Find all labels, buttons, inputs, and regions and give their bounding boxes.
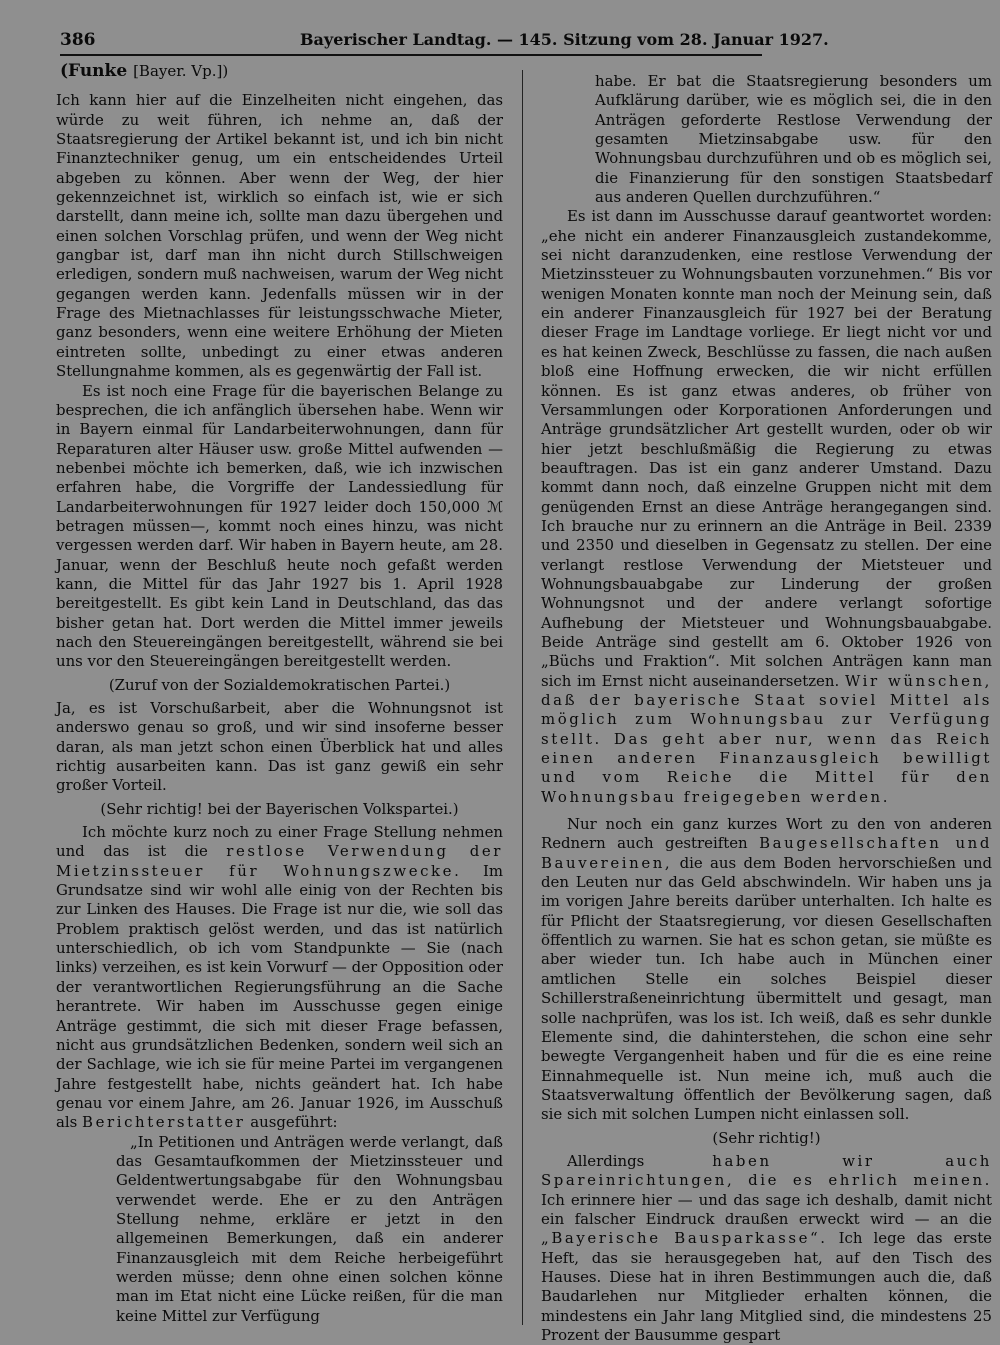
- speaker-label: [60, 62, 503, 81]
- text-run: Ich möchte kurz noch zu einer Frage Stellung nehmen und das ist die: [56, 823, 503, 861]
- text-run: Ich erinnere hier — und das sage ich deshalb, damit nicht ein falscher Eindruck draußen erweckt wird — an die: [541, 1190, 992, 1228]
- interjection: (Sehr richtig! bei der Bayerischen Volkspartei.): [100, 799, 459, 818]
- paragraph: Ja, es ist Vorschußarbeit, aber die Wohnungsnot ist anderswo genau so groß, und wir sind insoferne besser daran, als man jetzt schon einen Überblick hat und alles richtig ausarbeiten kann. Das ist ganz gewiß ein sehr großer Vorteil.: [56, 699, 503, 795]
- text-run: Ich lege das erste Heft, das sie herausgegeben hat, auf den Tisch des Hauses. Diese hat in ihren Bestimmungen auch die, daß Baudarlehen nur Mitglieder erhalten können, die mindestens ein Jahr lang Mitglied sind, die mindestens 25 Prozent der Bausumme gespart: [541, 1229, 992, 1344]
- spaced-emphasis: Wir wünschen, daß der bayerische Staat soviel Mittel als möglich zum Wohnungsbau zur Verfügung stellt. Das geht aber nur, wenn das Reich einen anderen Finanzausgleich bewilligt und vom Reiche die Mittel für den Wohnungsbau freigegeben werden.: [541, 671, 993, 806]
- paragraph: [541, 207, 992, 807]
- running-head-title: Bayerischer Landtag. — 145. Sitzung vom 28. Januar 1927.: [300, 30, 829, 49]
- text-run: Nur noch ein ganz kurzes Wort zu den von anderen Rednern auch gestreiften: [541, 815, 992, 853]
- interjection: (Sehr richtig!): [712, 1128, 821, 1147]
- paragraph: [56, 823, 503, 1133]
- speaker-name: (Funke: [60, 61, 128, 81]
- text-run: Es ist dann im Ausschusse darauf geantwortet worden: „ehe nicht ein anderer Finanzausgleich zustandekomme, sei nicht daranzudenken, eine restlose Verwendung der Mietzinssteuer zu Wohnungsbauten vorzunehmen.“ Bis vor wenigen Monaten konnte man noch der Meinung sein, daß ein anderer Finanzausgleich für 1927 bei der Beratung dieser Frage im Landtage vorliege. Er liegt nicht vor und es hat keinen Zweck, Beschlüsse zu fassen, die nach außen bloß eine Hoffnung erwecken, die wir nicht erfüllen können. Es ist ganz etwas anderes, ob früher von Versammlungen oder Korporationen Anforderungen und Anträge grundsätzlicher Art gestellt wurden, oder ob wir hier jetzt beschlußmäßig die Regierung zu etwas beauftragen. Das ist ein ganz anderer Umstand. Dazu kommt dann noch, daß einzelne Gruppen nicht mit dem genügenden Ernst an diese Anträge herangegangen sind. Ich brauche nur zu erinnern an die Anträge in Beil. 2339 und 2350 und dieselben in Gegensatz zu stellen. Der eine verlangt restlose Verwendung der Mietsteuer und Wohnungsbauabgabe zur Linderung der großen Wohnungsnot und der andere verlangt sofortige Aufhebung der Mietsteuer und Wohnungsbauabgabe. Beide Anträge sind gestellt am 6. Oktober 1926 von „Büchs und Fraktion“. Mit solchen Anträgen kann man sich im Ernst nicht auseinandersetzen.: [541, 207, 992, 690]
- spaced-emphasis: haben wir auch Spareinrichtungen, die es ehrlich meinen.: [541, 1151, 993, 1190]
- page-number: 386: [60, 30, 96, 50]
- text-run: Allerdings: [567, 1151, 645, 1170]
- speaker-party: [Bayer. Vp.]): [133, 62, 229, 80]
- interjection: (Zuruf von der Sozialdemokratischen Partei.): [108, 675, 451, 694]
- spaced-emphasis: „Bayerische Bausparkasse“.: [541, 1229, 828, 1248]
- paragraph: [541, 1152, 992, 1345]
- text-run: die aus dem Boden hervorschießen und den Leuten nur das Geld abschwindeln. Wir haben uns ja im vorigen Jahre bereits darüber unterhalten. Ich halte es für Pflicht der Staatsregierung, vor diesen Gesellschaften öffentlich zu warnen. Sie hat es schon getan, sie müßte es aber wieder tun. Ich habe auch in München einer amtlichen Stelle ein solches Beispiel dieser Schillerstraßeneinrichtung übermittelt und gesagt, man solle nachprüfen, was los ist. Ich weiß, daß es sehr dunkle Elemente sind, die dahinterstehen, die schon eine sehr bewegte Vergangenheit haben und für die es eine reine Einnahmequelle ist. Nun meine ich, muß auch die Staatsverwaltung öffentlich der Bevölkerung sagen, daß sie sich mit solchen Lumpen nicht einlassen soll.: [541, 853, 993, 1124]
- block-quote: „In Petitionen und Anträgen werde verlangt, daß das Gesamtaufkommen der Mietzinssteuer und Geldentwertungsabgabe für den Wohnungsbau verwendet werde. Ehe er zu den Anträgen Stellung nehme, erkläre er jetzt in den allgemeinen Bemerkungen, daß ein anderer Finanzausgleich mit dem Reiche herbeigeführt werden müsse; denn ohne einen solchen könne man im Etat nicht eine Lücke reißen, für die man keine Mittel zur Verfügung: [116, 1132, 503, 1325]
- text-run: ausgeführt:: [250, 1113, 338, 1132]
- column-divider: [522, 70, 523, 1325]
- spaced-emphasis: Baugesellschaften und Bauvereinen,: [541, 834, 992, 872]
- paragraph: [541, 815, 992, 1125]
- paragraph: Ich kann hier auf die Einzelheiten nicht eingehen, das würde zu weit führen, ich nehme an, daß der Staatsregierung der Artikel bekannt ist, und ich bin nicht Finanztechniker genug, um ein entscheidendes Urteil abgeben zu können. Aber wenn der Weg, der hier gekennzeichnet ist, wirklich so einfach ist, wie er sich darstellt, dann meine ich, sollte man dazu übergehen und einen solchen Vorschlag prüfen, und wenn der Weg nicht gangbar ist, darf man ihn nicht durch Stillschweigen erledigen, sondern muß nachweisen, warum der Weg nicht gegangen werden kann. Jedenfalls müssen wir in der Frage des Mietnachlasses für leistungsschwache Mieter, ganz besonders, wenn eine weitere Erhöhung der Mieten eintreten sollte, unbedingt zu einer etwas anderen Stellungnahme kommen, als es gegenwärtig der Fall ist.: [56, 91, 503, 381]
- block-quote-continued: habe. Er bat die Staatsregierung besonders um Aufklärung darüber, wie es möglich sei, die in den Anträgen geforderte Restlose Verwendung der gesamten Mietzinsabgabe usw. für den Wohnungsbau durchzuführen und ob es möglich sei, die Finanzierung für den sonstigen Staatsbedarf aus anderen Quellen durchzuführen.“: [595, 72, 992, 207]
- text-run: Im Grundsatze sind wir wohl alle einig von der Rechten bis zur Linken des Hauses. Die Frage ist nur die, wie soll das Problem praktisch gelöst werden, und das ist natürlich unterschiedlich, ob ich vom Standpunkte — Sie (nach links) verzeihen, es ist kein Vorwurf — der Opposition oder der verantwortlichen Regierungsführung an die Sache herantrete. Wir haben im Ausschusse gegen einige Anträge gestimmt, die sich mit dieser Frage befassen, nicht aus grundsätzlichen Bedenken, sondern weil sich an der Sachlage, wie ich sie für meine Partei im vergangenen Jahre festgestellt habe, nichts geändert hat. Ich habe genau vor einem Jahre, am 26. Januar 1926, im Ausschuß als: [56, 861, 504, 1132]
- spaced-emphasis: Berichterstatter: [82, 1113, 246, 1132]
- running-header: [60, 28, 829, 56]
- spaced-emphasis: restlose Verwendung der Mietzinssteuer für Wohnungszwecke.: [56, 842, 503, 880]
- paragraph: Es ist noch eine Frage für die bayerischen Belange zu besprechen, die ich anfänglich übersehen habe. Wenn wir in Bayern einmal für Landarbeiterwohnungen, dann für Reparaturen alter Häuser usw. große Mittel aufwenden — nebenbei möchte ich bemerken, daß, wie ich inzwischen erfahren habe, die Vorgriffe der Landessiedlung für Landarbeiterwohnungen für 1927 leider doch 150,000 ℳ betragen müssen—, kommt noch eines hinzu, was nicht vergessen werden darf. Wir haben in Bayern heute, am 28. Januar, wenn der Beschluß heute noch gefaßt werden kann, die Mittel für das Jahr 1927 bis 1. April 1928 bereitgestellt. Es gibt kein Land in Deutschland, das das bisher getan hat. Dort werden die Mittel immer jeweils nach den Steuereingängen bereitgestellt, während sie bei uns vor den Steuereingängen bereitgestellt werden.: [56, 381, 503, 671]
- left-column: [56, 62, 503, 1326]
- right-column: [541, 72, 992, 1345]
